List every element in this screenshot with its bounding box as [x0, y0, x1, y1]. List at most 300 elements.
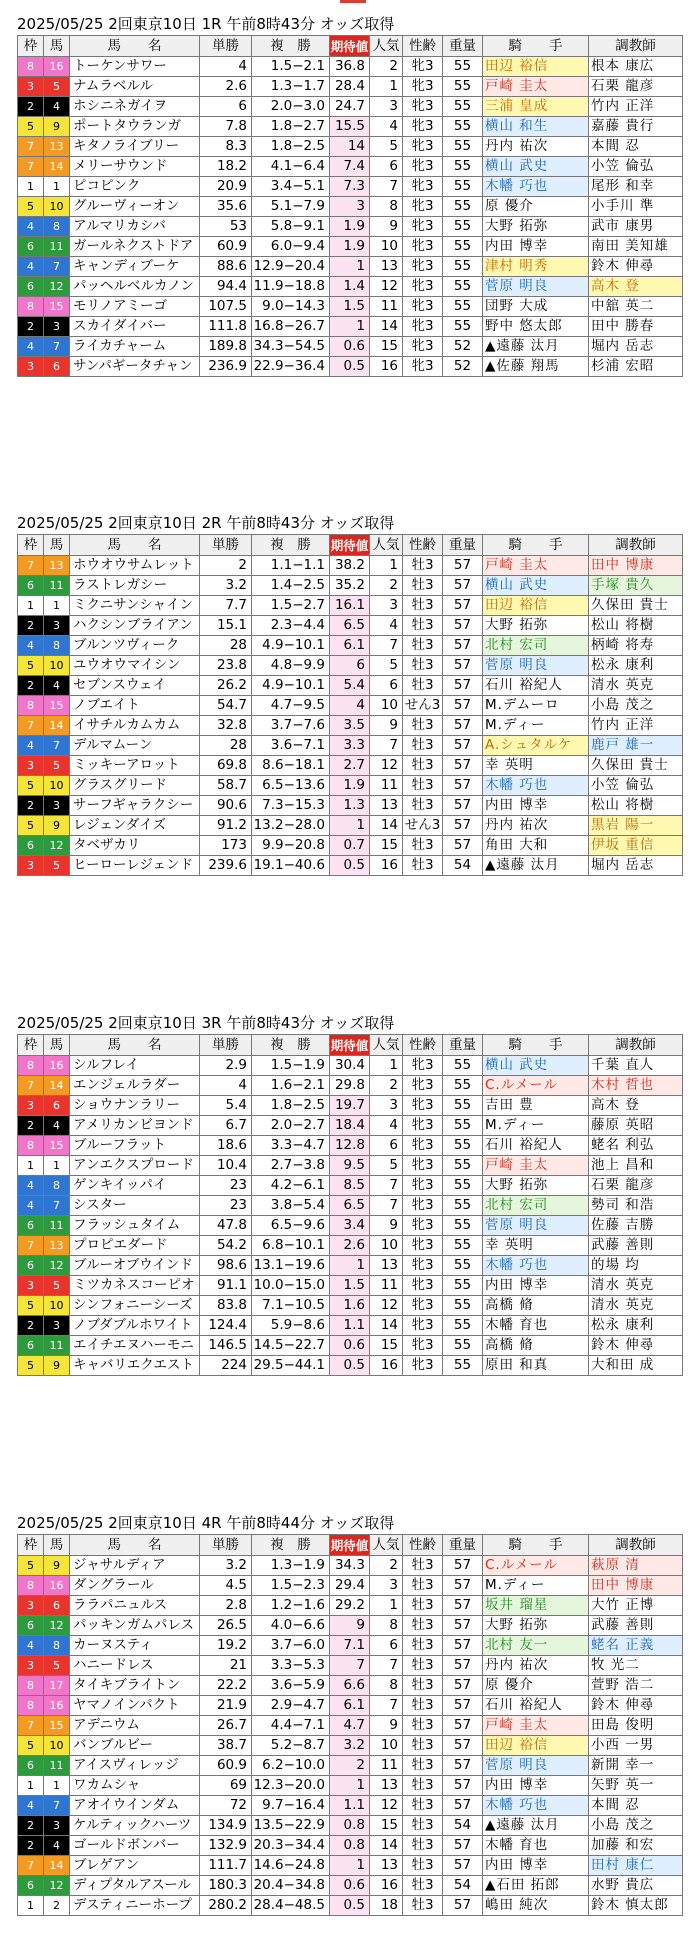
trainer-name: 本間 忍 [589, 1796, 683, 1816]
popularity: 1 [370, 77, 403, 97]
popularity: 4 [370, 117, 403, 137]
expected-value: 1.9 [330, 237, 370, 257]
horse-row [18, 656, 683, 676]
trainer-name: 萩原 清 [589, 1556, 683, 1576]
weight: 57 [443, 696, 483, 716]
trainer-name: 堀内 岳志 [589, 856, 683, 876]
waku-number: 2 [18, 1116, 44, 1136]
weight: 57 [443, 716, 483, 736]
expected-value: 18.4 [330, 1116, 370, 1136]
win-odds: 132.9 [200, 1836, 252, 1856]
jockey-name: 横山 武史 [483, 576, 589, 596]
horse-name: ブレゲアン [70, 1856, 200, 1876]
header-row [18, 1535, 683, 1556]
horse-row [18, 1116, 683, 1136]
header-horse-name-col: 馬 名 [70, 36, 200, 57]
jockey-name: 菅原 明良 [483, 1216, 589, 1236]
waku-number: 6 [18, 237, 44, 257]
jockey-name: ▲佐藤 翔馬 [483, 357, 589, 377]
horse-row [18, 1816, 683, 1836]
sex-age: 牡3 [403, 1876, 443, 1896]
horse-number: 16 [44, 57, 70, 77]
jockey-name: 津村 明秀 [483, 257, 589, 277]
horse-row [18, 1756, 683, 1776]
weight: 55 [443, 177, 483, 197]
horse-number: 16 [44, 1056, 70, 1076]
waku-number: 2 [18, 796, 44, 816]
horse-row [18, 157, 683, 177]
header-expected-value-col: 期待値 [330, 1535, 370, 1556]
header-sex-age-col: 性齢 [403, 1535, 443, 1556]
waku-number: 2 [18, 317, 44, 337]
sex-age: 牝3 [403, 1256, 443, 1276]
trainer-name: 小西 一男 [589, 1736, 683, 1756]
waku-number: 1 [18, 596, 44, 616]
horse-row [18, 796, 683, 816]
horse-number: 1 [44, 1776, 70, 1796]
horse-name: タイキブライトン [70, 1676, 200, 1696]
popularity: 9 [370, 1216, 403, 1236]
expected-value: 7.4 [330, 157, 370, 177]
jockey-name: 内田 博幸 [483, 237, 589, 257]
odds-table [17, 35, 683, 377]
waku-number: 6 [18, 1336, 44, 1356]
popularity: 10 [370, 696, 403, 716]
waku-number: 3 [18, 1096, 44, 1116]
header-place-odds-col: 複 勝 [252, 1535, 330, 1556]
expected-value: 1.6 [330, 1296, 370, 1316]
popularity: 9 [370, 1716, 403, 1736]
jockey-name: 嶋田 純次 [483, 1896, 589, 1916]
horse-number: 14 [44, 1076, 70, 1096]
jockey-name: 戸崎 圭太 [483, 77, 589, 97]
waku-number: 7 [18, 1716, 44, 1736]
trainer-name: 勢司 和浩 [589, 1196, 683, 1216]
trainer-name: 田村 康仁 [589, 1856, 683, 1876]
horse-name: ミツカネスコーピオ [70, 1276, 200, 1296]
win-odds: 47.8 [200, 1216, 252, 1236]
expected-value: 1 [330, 816, 370, 836]
weight: 57 [443, 1896, 483, 1916]
horse-name: フラッシュタイム [70, 1216, 200, 1236]
horse-number: 9 [44, 816, 70, 836]
jockey-name: 木幡 巧也 [483, 1796, 589, 1816]
expected-value: 15.5 [330, 117, 370, 137]
win-odds: 236.9 [200, 357, 252, 377]
win-odds: 107.5 [200, 297, 252, 317]
weight: 57 [443, 1676, 483, 1696]
horse-number: 4 [44, 676, 70, 696]
sex-age: 牡3 [403, 1616, 443, 1636]
win-odds: 6.7 [200, 1116, 252, 1136]
horse-row [18, 97, 683, 117]
sex-age: 牡3 [403, 596, 443, 616]
horse-name: ホウオウサムレット [70, 556, 200, 576]
win-odds: 5.4 [200, 1096, 252, 1116]
jockey-name: 角田 大和 [483, 836, 589, 856]
horse-row [18, 1896, 683, 1916]
place-odds: 6.5−13.6 [252, 776, 330, 796]
expected-value: 1.5 [330, 297, 370, 317]
horse-row [18, 337, 683, 357]
waku-number: 2 [18, 1816, 44, 1836]
waku-number: 3 [18, 77, 44, 97]
header-win-odds-col: 単勝 [200, 535, 252, 556]
trainer-name: 武藤 善則 [589, 1236, 683, 1256]
horse-row [18, 237, 683, 257]
weight: 57 [443, 1776, 483, 1796]
weight: 55 [443, 1136, 483, 1156]
jockey-name: 横山 武史 [483, 1056, 589, 1076]
place-odds: 1.5−2.7 [252, 596, 330, 616]
place-odds: 4.9−10.1 [252, 636, 330, 656]
expected-value: 5.4 [330, 676, 370, 696]
weight: 57 [443, 796, 483, 816]
horse-name: ナムラベルル [70, 77, 200, 97]
win-odds: 28 [200, 736, 252, 756]
horse-number: 7 [44, 257, 70, 277]
popularity: 13 [370, 1856, 403, 1876]
horse-number: 4 [44, 97, 70, 117]
trainer-name: 佐藤 吉勝 [589, 1216, 683, 1236]
header-weight-col: 重量 [443, 36, 483, 57]
jockey-name: 木幡 巧也 [483, 177, 589, 197]
waku-number: 3 [18, 357, 44, 377]
trainer-name: 牧 光二 [589, 1656, 683, 1676]
jockey-name: 大野 拓弥 [483, 1176, 589, 1196]
trainer-name: 矢野 英一 [589, 1776, 683, 1796]
weight: 55 [443, 157, 483, 177]
jockey-name: 大野 拓弥 [483, 616, 589, 636]
trainer-name: 鹿戸 雄一 [589, 736, 683, 756]
expected-value: 0.5 [330, 357, 370, 377]
horse-name: イサチルカムカム [70, 716, 200, 736]
waku-number: 4 [18, 1636, 44, 1656]
sex-age: 牝3 [403, 317, 443, 337]
waku-number: 6 [18, 836, 44, 856]
horse-number: 7 [44, 1196, 70, 1216]
race-block-1 [17, 13, 682, 377]
sex-age: 牡3 [403, 796, 443, 816]
win-odds: 10.4 [200, 1156, 252, 1176]
sex-age: 牝3 [403, 1116, 443, 1136]
horse-number: 15 [44, 297, 70, 317]
horse-number: 7 [44, 1796, 70, 1816]
horse-number: 6 [44, 1596, 70, 1616]
header-place-odds-col: 複 勝 [252, 535, 330, 556]
expected-value: 24.7 [330, 97, 370, 117]
weight: 55 [443, 1336, 483, 1356]
horse-name: キタノライブリー [70, 137, 200, 157]
popularity: 13 [370, 1256, 403, 1276]
waku-number: 3 [18, 1596, 44, 1616]
jockey-name: 丹内 祐次 [483, 816, 589, 836]
win-odds: 173 [200, 836, 252, 856]
popularity: 10 [370, 1736, 403, 1756]
expected-value: 3.3 [330, 736, 370, 756]
place-odds: 20.4−34.8 [252, 1876, 330, 1896]
popularity: 3 [370, 1096, 403, 1116]
jockey-name: 石川 裕紀人 [483, 1136, 589, 1156]
place-odds: 4.8−9.9 [252, 656, 330, 676]
header-popularity-col: 人気 [370, 1035, 403, 1056]
header-waku-col: 枠 [18, 1535, 44, 1556]
header-weight-col: 重量 [443, 1535, 483, 1556]
horse-number: 10 [44, 656, 70, 676]
place-odds: 6.0−9.4 [252, 237, 330, 257]
win-odds: 23 [200, 1176, 252, 1196]
trainer-name: 鈴木 伸尋 [589, 257, 683, 277]
expected-value: 0.8 [330, 1816, 370, 1836]
jockey-name: 丹内 祐次 [483, 137, 589, 157]
waku-number: 2 [18, 1836, 44, 1856]
horse-name: ポートタウランガ [70, 117, 200, 137]
table-header [18, 1035, 683, 1056]
horse-number: 5 [44, 77, 70, 97]
place-odds: 5.8−9.1 [252, 217, 330, 237]
jockey-name: 高橋 脩 [483, 1296, 589, 1316]
place-odds: 13.1−19.6 [252, 1256, 330, 1276]
place-odds: 3.6−7.1 [252, 736, 330, 756]
jockey-name: M.ディー [483, 1576, 589, 1596]
win-odds: 15.1 [200, 616, 252, 636]
win-odds: 38.7 [200, 1736, 252, 1756]
weight: 57 [443, 636, 483, 656]
waku-number: 4 [18, 217, 44, 237]
horse-number: 2 [44, 1896, 70, 1916]
popularity: 5 [370, 137, 403, 157]
jockey-name: 大野 拓弥 [483, 1616, 589, 1636]
header-weight-col: 重量 [443, 535, 483, 556]
weight: 57 [443, 1596, 483, 1616]
expected-value: 8.5 [330, 1176, 370, 1196]
sex-age: 牡3 [403, 1856, 443, 1876]
horse-row [18, 1716, 683, 1736]
horse-row [18, 57, 683, 77]
trainer-name: 堀内 岳志 [589, 337, 683, 357]
sex-age: 牝3 [403, 197, 443, 217]
weight: 57 [443, 1696, 483, 1716]
jockey-name: ▲遠藤 汰月 [483, 856, 589, 876]
popularity: 18 [370, 1896, 403, 1916]
header-jockey-col: 騎 手 [483, 1035, 589, 1056]
waku-number: 8 [18, 1676, 44, 1696]
header-expected-value-col: 期待値 [330, 535, 370, 556]
place-odds: 4.0−6.6 [252, 1616, 330, 1636]
place-odds: 2.0−2.7 [252, 1116, 330, 1136]
horse-row [18, 776, 683, 796]
horse-name: ノブダブルホワイト [70, 1316, 200, 1336]
jockey-name: 原 優介 [483, 1676, 589, 1696]
waku-number: 8 [18, 1136, 44, 1156]
jockey-name: 田辺 裕信 [483, 1736, 589, 1756]
place-odds: 11.9−18.8 [252, 277, 330, 297]
trainer-name: 根本 康広 [589, 57, 683, 77]
trainer-name: 清水 英克 [589, 1296, 683, 1316]
expected-value: 30.4 [330, 1056, 370, 1076]
weight: 55 [443, 1256, 483, 1276]
win-odds: 60.9 [200, 1756, 252, 1776]
jockey-name: 丹内 祐次 [483, 1656, 589, 1676]
jockey-name: 石川 裕紀人 [483, 676, 589, 696]
trainer-name: 手塚 貴久 [589, 576, 683, 596]
weight: 57 [443, 836, 483, 856]
horse-number: 14 [44, 157, 70, 177]
jockey-name: 団野 大成 [483, 297, 589, 317]
place-odds: 1.2−1.6 [252, 1596, 330, 1616]
horse-number: 3 [44, 317, 70, 337]
horse-row [18, 1776, 683, 1796]
win-odds: 7.8 [200, 117, 252, 137]
popularity: 6 [370, 1136, 403, 1156]
waku-number: 7 [18, 716, 44, 736]
trainer-name: 清水 英克 [589, 1276, 683, 1296]
place-odds: 1.8−2.5 [252, 137, 330, 157]
win-odds: 35.6 [200, 197, 252, 217]
popularity: 14 [370, 1316, 403, 1336]
weight: 57 [443, 1756, 483, 1776]
horse-name: ワカムシャ [70, 1776, 200, 1796]
expected-value: 36.8 [330, 57, 370, 77]
weight: 57 [443, 1796, 483, 1816]
waku-number: 6 [18, 1756, 44, 1776]
place-odds: 1.5−1.9 [252, 1056, 330, 1076]
win-odds: 23 [200, 1196, 252, 1216]
horse-name: デスティニーホープ [70, 1896, 200, 1916]
popularity: 3 [370, 97, 403, 117]
horse-name: ノブエイト [70, 696, 200, 716]
jockey-name: 坂井 瑠星 [483, 1596, 589, 1616]
horse-name: アオイウインダム [70, 1796, 200, 1816]
win-odds: 21.9 [200, 1696, 252, 1716]
horse-number: 13 [44, 1236, 70, 1256]
horse-name: ピコピンク [70, 177, 200, 197]
weight: 55 [443, 297, 483, 317]
popularity: 7 [370, 1656, 403, 1676]
place-odds: 16.8−26.7 [252, 317, 330, 337]
horse-number: 10 [44, 1296, 70, 1316]
win-odds: 83.8 [200, 1296, 252, 1316]
sex-age: 牝3 [403, 1176, 443, 1196]
jockey-name: C.ルメール [483, 1076, 589, 1096]
win-odds: 53 [200, 217, 252, 237]
win-odds: 18.2 [200, 157, 252, 177]
weight: 55 [443, 1176, 483, 1196]
trainer-name: 田中 博康 [589, 1576, 683, 1596]
horse-name: ライカチャーム [70, 337, 200, 357]
jockey-name: 北村 友一 [483, 1636, 589, 1656]
horse-row [18, 257, 683, 277]
weight: 55 [443, 1156, 483, 1176]
header-uma-col: 馬 [44, 1035, 70, 1056]
sex-age: 牡3 [403, 776, 443, 796]
horse-number: 15 [44, 1716, 70, 1736]
win-odds: 3.2 [200, 1556, 252, 1576]
horse-row [18, 1356, 683, 1376]
waku-number: 4 [18, 1796, 44, 1816]
expected-value: 3.5 [330, 716, 370, 736]
weight: 55 [443, 1076, 483, 1096]
win-odds: 72 [200, 1796, 252, 1816]
horse-name: ミクニサンシャイン [70, 596, 200, 616]
win-odds: 23.8 [200, 656, 252, 676]
weight: 55 [443, 1056, 483, 1076]
horse-row [18, 1336, 683, 1356]
popularity: 8 [370, 1676, 403, 1696]
sex-age: 牝3 [403, 1136, 443, 1156]
expected-value: 0.5 [330, 1356, 370, 1376]
horse-row [18, 816, 683, 836]
horse-number: 11 [44, 1336, 70, 1356]
waku-number: 5 [18, 117, 44, 137]
weight: 55 [443, 237, 483, 257]
win-odds: 98.6 [200, 1256, 252, 1276]
trainer-name: 池上 昌和 [589, 1156, 683, 1176]
popularity: 2 [370, 1076, 403, 1096]
header-popularity-col: 人気 [370, 535, 403, 556]
weight: 55 [443, 317, 483, 337]
weight: 55 [443, 1316, 483, 1336]
horse-row [18, 1616, 683, 1636]
trainer-name: 藤原 英昭 [589, 1116, 683, 1136]
horse-row [18, 1836, 683, 1856]
weight: 57 [443, 1856, 483, 1876]
horse-number: 11 [44, 576, 70, 596]
horse-number: 12 [44, 277, 70, 297]
trainer-name: 松永 康利 [589, 1316, 683, 1336]
header-expected-value-col: 期待値 [330, 1035, 370, 1056]
waku-number: 7 [18, 556, 44, 576]
win-odds: 58.7 [200, 776, 252, 796]
expected-value: 6.5 [330, 1196, 370, 1216]
weight: 55 [443, 57, 483, 77]
horse-name: シンフォニーシーズ [70, 1296, 200, 1316]
trainer-name: 田中 勝春 [589, 317, 683, 337]
horse-number: 3 [44, 1316, 70, 1336]
horse-number: 12 [44, 1616, 70, 1636]
jockey-name: 内田 博幸 [483, 1276, 589, 1296]
expected-value: 0.7 [330, 836, 370, 856]
jockey-name: ▲遠藤 汰月 [483, 1816, 589, 1836]
win-odds: 22.2 [200, 1676, 252, 1696]
waku-number: 6 [18, 1216, 44, 1236]
horse-row [18, 117, 683, 137]
race-title: 2025/05/25 2回東京10日 3R 午前8時43分 オッズ取得 [17, 1014, 395, 1032]
horse-row [18, 137, 683, 157]
weight: 57 [443, 1716, 483, 1736]
place-odds: 6.8−10.1 [252, 1236, 330, 1256]
expected-value: 7.1 [330, 1636, 370, 1656]
expected-value: 34.3 [330, 1556, 370, 1576]
horse-row [18, 1256, 683, 1276]
waku-number: 4 [18, 337, 44, 357]
sex-age: 牝3 [403, 297, 443, 317]
expected-value: 1.1 [330, 1316, 370, 1336]
weight: 57 [443, 1636, 483, 1656]
expected-value: 35.2 [330, 576, 370, 596]
win-odds: 28 [200, 636, 252, 656]
expected-value: 0.6 [330, 337, 370, 357]
header-trainer-col: 調教師 [589, 535, 683, 556]
place-odds: 5.2−8.7 [252, 1736, 330, 1756]
horse-row [18, 177, 683, 197]
header-jockey-col: 騎 手 [483, 1535, 589, 1556]
sex-age: 牝3 [403, 277, 443, 297]
popularity: 16 [370, 856, 403, 876]
horse-row [18, 716, 683, 736]
horse-number: 9 [44, 117, 70, 137]
horse-row [18, 1636, 683, 1656]
